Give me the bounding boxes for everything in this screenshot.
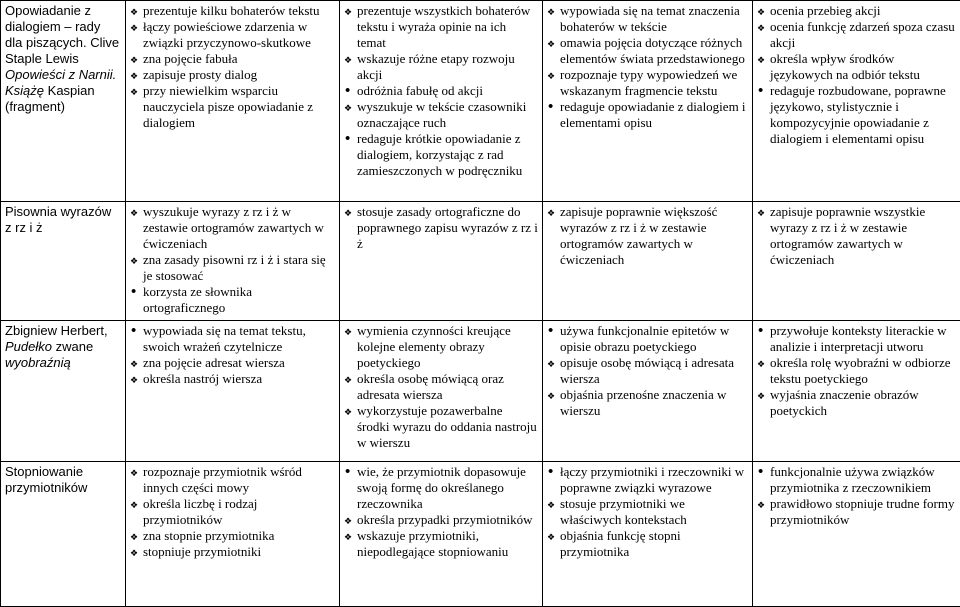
book-title: Opowieści z Narnii. Książę [5, 67, 116, 98]
list-item: ❖ określa osobę mówiącą oraz adresata wiersza [344, 371, 538, 403]
grade-cell-3 [543, 462, 753, 607]
topic-cell: Pisownia wyrazów z rz i ż [1, 202, 126, 321]
list-item: ❖ prawidłowo stopniuje trudne formy przymiotników [757, 496, 956, 528]
topic-cell: Stopniowanie przymiotników [1, 462, 126, 607]
poem-title-end: wyobraźnią [5, 355, 71, 370]
list-item: ❖ określa przypadki przymiotników [344, 512, 538, 528]
list-item: ❖ zna zasady pisowni rz i ż i stara się je stosować [130, 252, 335, 284]
list-item: ❖ stosuje przymiotniki we właściwych kontekstach [547, 496, 748, 528]
list-item: ❖ zapisuje poprawnie wszystkie wyrazy z rz i ż w zestawie ortogramów zawartych w ćwiczeniach [757, 204, 956, 268]
grade-cell-2 [340, 1, 543, 202]
table-row [1, 462, 960, 607]
grade-cell-4 [753, 1, 960, 202]
grade-cell-1 [126, 202, 340, 321]
list-item: ❖ określa nastrój wiersza [130, 371, 335, 387]
table-row [1, 321, 960, 462]
list-item: ❖ rozpoznaje przymiotnik wśród innych części mowy [130, 464, 335, 496]
poem-title: Pudełko [5, 339, 52, 354]
list-item: • funkcjonalnie używa związków przymiotnika z rzeczownikiem [757, 464, 956, 496]
list-item: ❖ określa liczbę i rodzaj przymiotników [130, 496, 335, 528]
table-row [1, 202, 960, 321]
list-item: ❖ stosuje zasady ortograficzne do poprawnego zapisu wyrazów z rz i ż [344, 204, 538, 252]
grade-cell-4 [753, 462, 960, 607]
grade-cell-2 [340, 462, 543, 607]
list-item: ❖ zapisuje prosty dialog [130, 67, 335, 83]
list-item: ❖ objaśnia funkcję stopni przymiotnika [547, 528, 748, 560]
list-item: • wie, że przymiotnik dopasowuje swoją formę do określanego rzeczownika [344, 464, 538, 512]
list-item: ❖ łączy powieściowe zdarzenia w związki przyczynowo-skutkowe [130, 19, 335, 51]
list-item: • wypowiada się na temat tekstu, swoich wrażeń czytelnicze [130, 323, 335, 355]
grade-cell-2 [340, 202, 543, 321]
topic-cell: Opowiadanie z dialogiem – rady dla piszących. Clive Staple Lewis Opowieści z Narnii. Książę Kaspian (fragment) [1, 1, 126, 202]
list-item: ❖ zna pojęcie adresat wiersza [130, 355, 335, 371]
list-item: • redaguje rozbudowane, poprawne językowo, stylistycznie i kompozycyjnie opowiadanie z dialogiem i elementami opisu [757, 83, 956, 147]
grade-cell-2 [340, 321, 543, 462]
list-item: • odróżnia fabułę od akcji [344, 83, 538, 99]
list-item: ❖ opisuje osobę mówiącą i adresata wiersza [547, 355, 748, 387]
grade-cell-1 [126, 1, 340, 202]
list-item: • korzysta ze słownika ortograficznego [130, 284, 335, 316]
grade-cell-1 [126, 321, 340, 462]
list-item: ❖ stopniuje przymiotniki [130, 544, 335, 560]
list-item: ❖ ocenia funkcję zdarzeń spoza czasu akcji [757, 19, 956, 51]
table-row [1, 1, 960, 202]
list-item: ❖ rozpoznaje typy wypowiedzeń we wskazanym fragmencie tekstu [547, 67, 748, 99]
list-item: ❖ zapisuje poprawnie większość wyrazów z rz i ż w zestawie ortogramów zawartych w ćwiczeniach [547, 204, 748, 268]
list-item: ❖ wyjaśnia znaczenie obrazów poetyckich [757, 387, 956, 419]
list-item: • łączy przymiotniki i rzeczowniki w poprawne związki wyrazowe [547, 464, 748, 496]
grade-cell-4 [753, 321, 960, 462]
grade-cell-3 [543, 321, 753, 462]
list-item: ❖ określa rolę wyobraźni w odbiorze tekstu poetyckiego [757, 355, 956, 387]
list-item: ❖ omawia pojęcia dotyczące różnych elementów świata przedstawionego [547, 35, 748, 67]
list-item: ❖ wskazuje przymiotniki, niepodlegające stopniowaniu [344, 528, 538, 560]
list-item: ❖ objaśnia przenośne znaczenia w wierszu [547, 387, 748, 419]
list-item: ❖ zna pojęcie fabuła [130, 51, 335, 67]
list-item: • redaguje opowiadanie z dialogiem i elementami opisu [547, 99, 748, 131]
list-item: ❖ prezentuje kilku bohaterów tekstu [130, 3, 335, 19]
topic-cell: Zbigniew Herbert, Pudełko zwane wyobraźnią [1, 321, 126, 462]
list-item: • używa funkcjonalnie epitetów w opisie obrazu poetyckiego [547, 323, 748, 355]
list-item: ❖ wyszukuje wyrazy z rz i ż w zestawie ortogramów zawartych w ćwiczeniach [130, 204, 335, 252]
list-item: ❖ wskazuje różne etapy rozwoju akcji [344, 51, 538, 83]
grade-cell-1 [126, 462, 340, 607]
list-item: ❖ wymienia czynności kreujące kolejne elementy obrazy poetyckiego [344, 323, 538, 371]
list-item: ❖ wykorzystuje pozawerbalne środki wyrazu do oddania nastroju w wierszu [344, 403, 538, 451]
list-item: ❖ wyszukuje w tekście czasowniki oznaczające ruch [344, 99, 538, 131]
list-item: ❖ przy niewielkim wsparciu nauczyciela pisze opowiadanie z dialogiem [130, 83, 335, 131]
list-item: ❖ określa wpływ środków językowych na odbiór tekstu [757, 51, 956, 83]
list-item: ❖ ocenia przebieg akcji [757, 3, 956, 19]
list-item: ❖ prezentuje wszystkich bohaterów tekstu i wyraża opinie na ich temat [344, 3, 538, 51]
list-item: • redaguje krótkie opowiadanie z dialogiem, korzystając z rad zamieszczonych w podręczniku [344, 131, 538, 179]
grade-cell-3 [543, 1, 753, 202]
grade-cell-3 [543, 202, 753, 321]
list-item: • przywołuje konteksty literackie w analizie i interpretacji utworu [757, 323, 956, 355]
grade-cell-4 [753, 202, 960, 321]
list-item: ❖ wypowiada się na temat znaczenia bohaterów w tekście [547, 3, 748, 35]
list-item: ❖ zna stopnie przymiotnika [130, 528, 335, 544]
